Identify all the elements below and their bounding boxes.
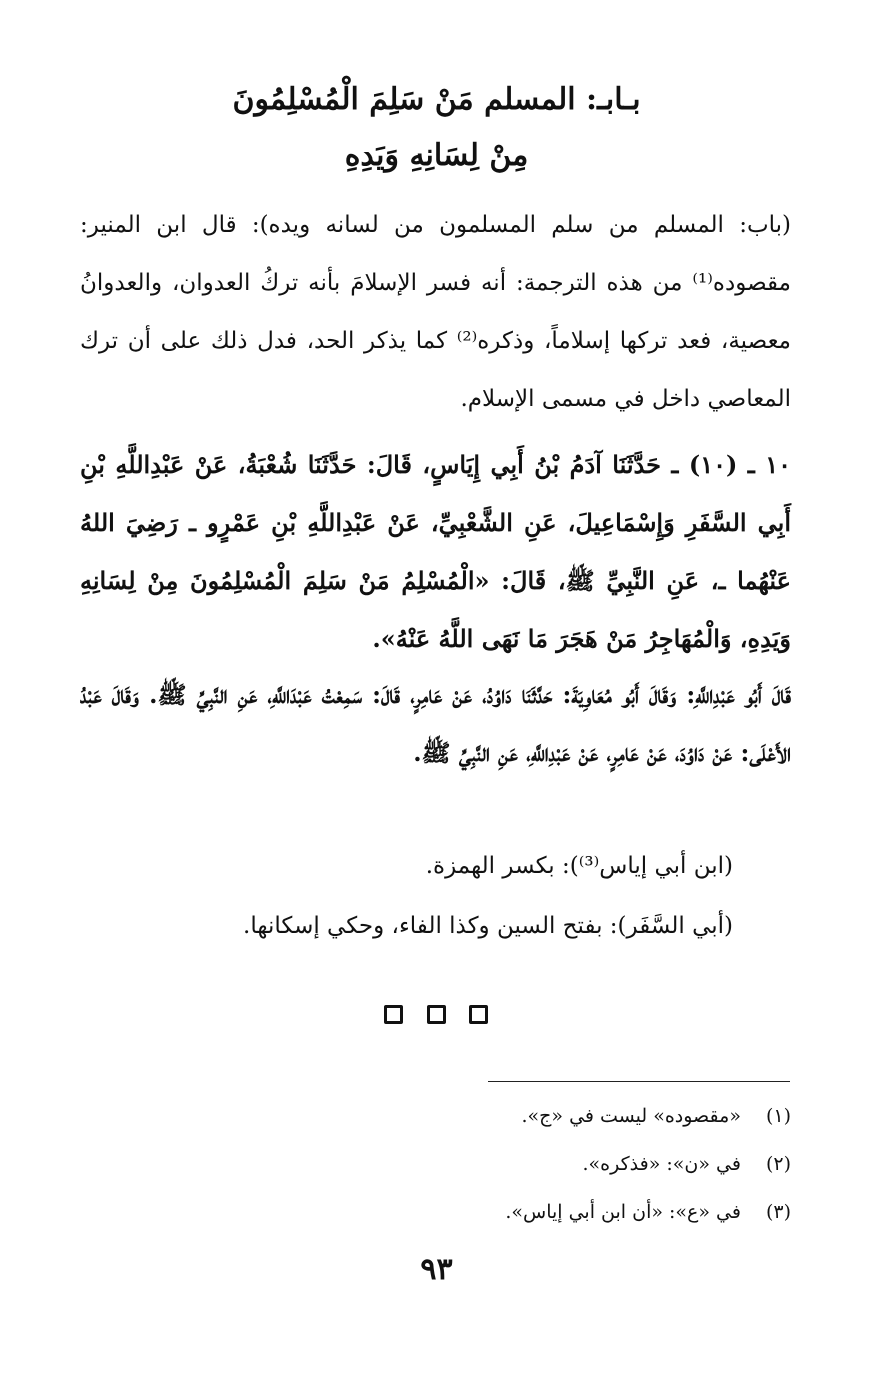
commentary-paragraph: (باب: المسلم من سلم المسلمون من لسانه ويده): قال ابن المنير: مقصوده⁽¹⁾ من هذه الترجمة: أنه فسر الإسلامَ بأنه تركُ العدوان، والعدوانُ معصية، فعد تركها إسلاماً، وذكره⁽²⁾ كما يذكر الحد، فدل ذلك على أن ترك المعاصي داخل في مسمى الإسلام.: [80, 212, 792, 412]
footnote-item: [80, 1140, 791, 1188]
footnote-divider: [488, 1081, 790, 1082]
separator-square-icon: [427, 1005, 446, 1024]
footnote-number: (٣): [765, 1201, 791, 1223]
footnote-item: [80, 1188, 791, 1236]
footnote-text: «مقصوده» ليست في «ج».: [521, 1105, 741, 1127]
hadith-paragraph: ١٠ ـ (١٠) ـ حَدَّثَنَا آدَمُ بْنُ أَبِي إِيَاسٍ، قَالَ: حَدَّثَنَا شُعْبَةُ، عَنْ عَبْدِاللَّهِ بْنِ أَبِي السَّفَرِ وَإِسْمَاعِيلَ، عَنِ الشَّعْبِيِّ، عَنْ عَبْدِاللَّهِ بْنِ عَمْرٍو ـ رَضِيَ اللهُ عَنْهُما ـ، عَنِ النَّبِيِّ ﷺ، قَالَ: «الْمُسْلِمُ مَنْ سَلِمَ الْمُسْلِمُونَ مِنْ لِسَانِهِ وَيَدِهِ، وَالْمُهَاجِرُ مَنْ هَجَرَ مَا نَهَى اللَّهُ عَنْهُ».: [80, 450, 791, 653]
footnotes: [80, 1092, 791, 1236]
gloss-abi-al-safar: (أبي السَّفَر): بفتح السين وكذا الفاء، وحكي إسكانها.: [243, 913, 733, 939]
footnote-number: (١): [765, 1105, 791, 1127]
chapter-title-line-1: [80, 72, 793, 128]
separator-square-icon: [469, 1005, 488, 1024]
footnote-number: (٢): [765, 1153, 791, 1175]
footnote-text: في «ع»: «أن ابن أبي إياس».: [505, 1201, 741, 1223]
chain-of-narration-paragraph: قَالَ أَبُو عَبْدِاللَّهِ: وَقَالَ أَبُو مُعَاوِيَةَ: حَدَّثَنَا دَاوُدُ، عَنْ عَامِرٍ، قَالَ: سَمِعْتُ عَبْدَاللَّهِ، عَنِ النَّبِيِّ ﷺ. وَقَالَ عَبْدُ الأَعْلَى: عَنْ دَاوُدَ، عَنْ عَامِرٍ، عَنْ عَبْدِاللَّهِ، عَنِ النَّبِيِّ ﷺ.: [80, 680, 791, 767]
chapter-title: [80, 72, 793, 184]
footnote-item: [80, 1092, 791, 1140]
page-number: ٩٣: [420, 1252, 453, 1287]
separator-square-icon: [384, 1005, 403, 1024]
footnote-text: في «ن»: «فذكره».: [582, 1153, 741, 1175]
section-separator: [384, 1005, 488, 1029]
gloss-ibn-abi-iyas: (ابن أبي إياس⁽³⁾): بكسر الهمزة.: [425, 853, 733, 879]
chapter-title-text-1: : المسلم مَنْ سَلِمَ الْمُسْلِمُونَ: [232, 82, 598, 117]
chapter-word-bab: بـابـ: [597, 82, 641, 117]
chapter-title-line-2: مِنْ لِسَانِهِ وَيَدِهِ: [344, 138, 529, 173]
